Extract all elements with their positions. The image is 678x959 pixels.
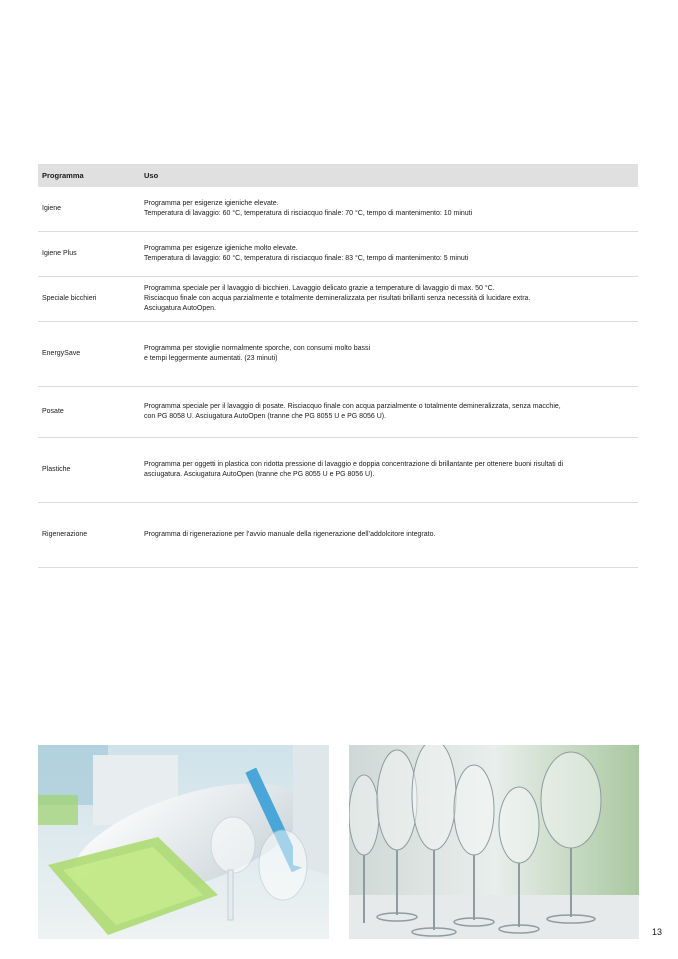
program-description [142,284,638,314]
header-use: Uso [144,171,159,180]
description-line: e tempi leggermente aumentati. (23 minuti) [144,355,278,362]
program-description [142,402,638,422]
table-row [38,438,638,503]
description-line: Risciacquo finale con acqua parzialmente e totalmente demineralizzata per risultati brillanti senza necessità di lucidare extra. [144,295,531,302]
description-line: asciugatura. Asciugatura AutoOpen (tranne che PG 8055 U e PG 8056 U). [144,471,375,478]
table-row [38,232,638,277]
wine-glasses-photo [349,745,639,939]
page-number: 13 [651,927,662,937]
program-description [142,199,638,219]
program-name: Rigenerazione [42,531,88,538]
description-line: Temperatura di lavaggio: 60 °C, temperatura di risciacquo finale: 70 °C, tempo di mantenimento: 10 minuti [144,210,473,217]
plastic-containers-photo [38,745,329,939]
table-row [38,322,638,387]
program-description [142,530,638,540]
program-name: EnergySave [42,350,81,357]
header-program: Programma [42,171,84,180]
table-header [38,164,638,187]
description-line: Programma per stoviglie normalmente sporche, con consumi molto bassi [144,345,371,352]
table-row [38,503,638,568]
program-description [142,244,638,264]
program-name: Speciale bicchieri [42,295,97,302]
program-name: Plastiche [42,466,71,473]
program-description [142,460,638,480]
description-line: Temperatura di lavaggio: 60 °C, temperatura di risciacquo finale: 83 °C, tempo di mantenimento: 5 minuti [144,255,469,262]
table-row [38,387,638,438]
description-line: Programma di rigenerazione per l’avvio manuale della rigenerazione dell’addolcitore integrato. [144,531,436,538]
program-description [142,344,638,364]
description-line: Programma per oggetti in plastica con ridotta pressione di lavaggio e doppia concentrazione di brillantante per ottenere buoni risultati di [144,461,564,468]
program-name: Posate [42,408,64,415]
description-line: Programma per esigenze igieniche molto elevate. [144,245,298,252]
description-line: Programma speciale per il lavaggio di bicchieri. Lavaggio delicato grazie a temperature di lavaggio di max. 50 °C. [144,285,495,292]
program-name: Igiene Plus [42,250,77,257]
description-line: Programma per esigenze igieniche elevate. [144,200,279,207]
table-row [38,277,638,322]
table-row [38,187,638,232]
description-line: con PG 8058 U. Asciugatura AutoOpen (tranne che PG 8055 U e PG 8056 U). [144,413,387,420]
program-name: Igiene [42,205,62,212]
programs-table [38,164,638,568]
description-line: Programma speciale per il lavaggio di posate. Risciacquo finale con acqua parzialmente o totalmente demineralizzata, senza macchie, [144,403,561,410]
description-line: Asciugatura AutoOpen. [144,305,216,312]
